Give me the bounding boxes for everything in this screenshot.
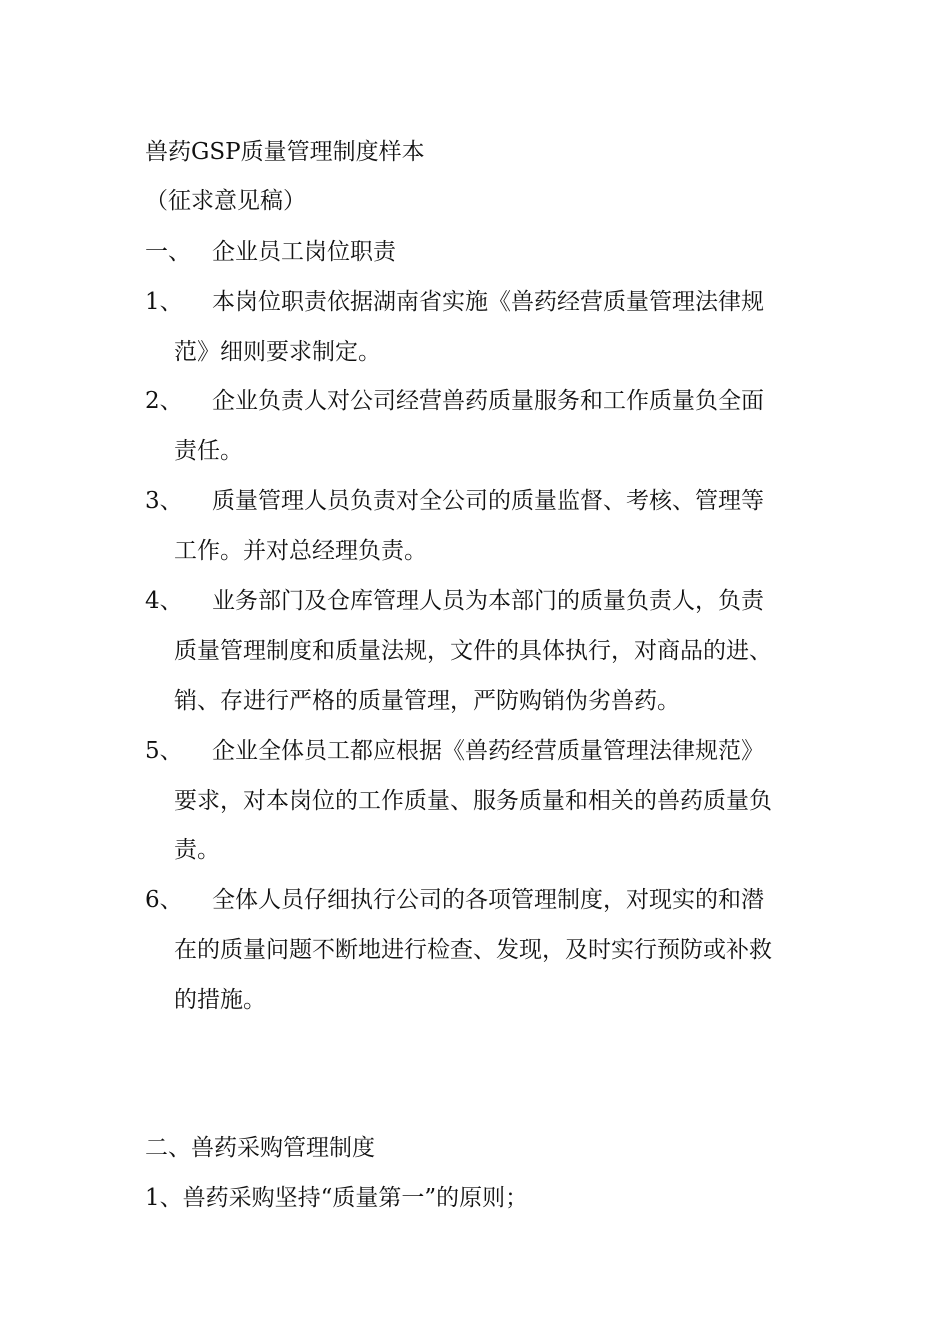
list-item-line: 业务部门及仓库管理人员为本部门的质量负责人，负责 bbox=[212, 588, 764, 614]
list-item-line: 责。 bbox=[174, 837, 220, 863]
list-item-number: 6、 bbox=[145, 887, 183, 913]
list-item-number: 5、 bbox=[145, 738, 183, 764]
list-item-line: 本岗位职责依据湖南省实施《兽药经营质量管理法律规 bbox=[212, 289, 764, 315]
list-item-line: 在的质量问题不断地进行检查、发现，及时实行预防或补救 bbox=[174, 937, 772, 963]
section-2-heading: 二、兽药采购管理制度 bbox=[145, 1135, 375, 1161]
list-item-line: 责任。 bbox=[174, 438, 243, 464]
list-item-number: 1、 bbox=[145, 289, 183, 315]
list-item-line: 全体人员仔细执行公司的各项管理制度，对现实的和潜 bbox=[212, 887, 764, 913]
list-item-line: 工作。并对总经理负责。 bbox=[174, 538, 427, 564]
list-item-line: 质量管理人员负责对全公司的质量监督、考核、管理等 bbox=[212, 488, 764, 514]
list-item-line: 的措施。 bbox=[174, 987, 266, 1013]
list-item-number: 3、 bbox=[145, 488, 183, 514]
list-item-number: 4、 bbox=[145, 588, 183, 614]
list-item-line: 销、存进行严格的质量管理，严防购销伪劣兽药。 bbox=[174, 688, 680, 714]
document-subtitle: （征求意见稿） bbox=[145, 188, 306, 214]
section-1-number: 一、 bbox=[145, 239, 191, 265]
document-title: 兽药GSP质量管理制度样本 bbox=[145, 139, 425, 165]
list-item: 1、兽药采购坚持“质量第一”的原则； bbox=[145, 1185, 529, 1211]
list-item-line: 范》细则要求制定。 bbox=[174, 339, 381, 365]
list-item-number: 2、 bbox=[145, 388, 183, 414]
list-item-line: 企业负责人对公司经营兽药质量服务和工作质量负全面 bbox=[212, 388, 764, 414]
list-item-line: 质量管理制度和质量法规，文件的具体执行，对商品的进、 bbox=[174, 638, 772, 664]
section-1-title: 企业员工岗位职责 bbox=[212, 239, 396, 265]
list-item-line: 要求，对本岗位的工作质量、服务质量和相关的兽药质量负 bbox=[174, 788, 772, 814]
list-item-line: 企业全体员工都应根据《兽药经营质量管理法律规范》 bbox=[212, 738, 764, 764]
